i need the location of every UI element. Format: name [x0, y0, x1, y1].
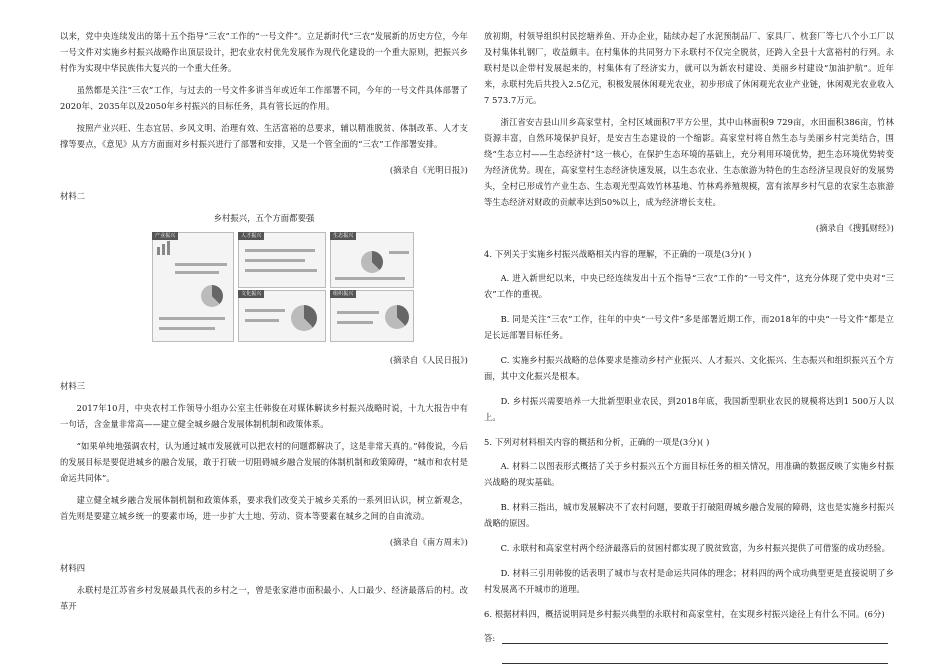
material-heading: 材料四: [60, 563, 86, 573]
paragraph: 2017年10月，中央农村工作领导小组办公室主任韩俊在对媒体解读乡村振兴战略时说，十九大报告中有一句话，含金量非常高——建立健全城乡融合发展体制机制和政策体系。: [60, 403, 468, 429]
panel-talent: [238, 232, 326, 288]
panel-tag: 产业振兴: [152, 232, 178, 240]
source-citation: (摘录自《搜狐财经》): [815, 223, 894, 233]
paragraph: 放初期，村领导组织村民挖塘养鱼、开办企业，陆续办起了水泥预制品厂、家具厂、枕套厂等七八个小工厂以及村集体轧钢厂，收益颇丰。在村集体的共同努力下永联村不仅完全脱贫，还跨入全县十大富裕村的行列。永联村是以企带村发展起来的，村集体有了经济实力，就可以为新农村建设、美丽乡村建设“加油护航”。近年来，永联村先后共投入2.5亿元，积极发展休闲观光农业，初步形成了休闲观光农业产业链，休闲观光农业收入7 573.7万元。: [484, 31, 894, 105]
question-4: 4. 下列关于实施乡村振兴战略相关内容的理解，不正确的一项是(3分)( ): [484, 249, 752, 259]
panel-tag: 组织振兴: [330, 290, 356, 298]
text-line: [389, 251, 409, 254]
material-heading: 材料三: [60, 381, 86, 391]
bar-icon: [167, 241, 170, 255]
paragraph: 建立健全城乡融合发展体制机制和政策体系，要求我们改变关于城乡关系的一系列旧认识，树立新观念，首先则是要建立城乡统一的要素市场，进一步扩大土地、劳动、资本等要素在城乡之间的自由流动。: [60, 495, 468, 521]
option-5d: D. 材料三引用韩俊的话表明了城市与农村是命运共同体的理念；材料四的两个成功典型更是直接说明了乡村发展离不开城市的道理。: [484, 568, 894, 594]
right-column: [484, 28, 894, 666]
text-line: [159, 317, 225, 320]
paragraph: “如果单纯地强调农村，认为通过城市发展就可以把农村的问题都解决了，这是非常天真的。”韩俊说，今后的发展目标是要促进城乡的融合发展，敢于打破一切阻碍城乡融合发展的体制机制和政策障碍，“城市和农村是命运共同体”。: [60, 441, 468, 483]
bar-icon: [162, 244, 165, 255]
text-line: [175, 263, 227, 266]
text-line: [245, 319, 279, 322]
pie-icon: [201, 285, 223, 307]
panel-organization: [330, 290, 414, 342]
answer-area[interactable]: [484, 650, 894, 666]
panel-tag: 生态振兴: [330, 232, 356, 240]
option-4c: C. 实施乡村振兴战略的总体要求是推动乡村产业振兴、人才振兴、文化振兴、生态振兴和组织振兴五个方面，其中文化振兴是根本。: [484, 355, 894, 381]
panel-tag: 人才振兴: [238, 232, 264, 240]
pie-icon: [361, 251, 383, 273]
text-line: [159, 327, 215, 330]
text-line: [335, 277, 405, 280]
material-heading: 材料二: [60, 191, 86, 201]
option-4a: A. 进入新世纪以来，中央已经连续发出十五个指导“三农”工作的“一号文件”，这充分体现了党中央对“三农”工作的重视。: [484, 273, 894, 299]
option-5a: A. 材料二以图表形式概括了关于乡村振兴五个方面目标任务的相关情况，用准确的数据反映了实施乡村振兴战略的现实基础。: [484, 461, 894, 487]
panel-tag: 文化振兴: [238, 290, 264, 298]
text-line: [245, 269, 317, 272]
bar-icon: [157, 247, 160, 255]
option-5b: B. 材料三指出，城市发展解决不了农村问题，要敢于打破阻碍城乡融合发展的障碍，这也是实施乡村振兴战略的原因。: [484, 502, 894, 528]
paragraph: 按照产业兴旺、生态宜居、乡风文明、治理有效、生活富裕的总要求，辅以精准脱贫、体制改革、人才支撑等要点，《意见》从方方面面对乡村振兴进行了部署和安排，又是一个管全面的“三农”工作部署安排。: [60, 123, 468, 149]
panel-ecology: [330, 232, 414, 288]
text-line: [337, 311, 379, 314]
text-line: [337, 321, 373, 324]
option-4b: B. 同是关注“三农”工作，往年的中央“一号文件”多是部署近期工作，而2018年的中央“一号文件”都是立足长远部署目标任务。: [484, 314, 894, 340]
panel-culture: [238, 290, 326, 342]
answer-line[interactable]: [502, 663, 888, 664]
text-line: [245, 249, 315, 252]
source-citation: (摘录自《人民日报》): [389, 355, 468, 365]
paragraph: 以来，党中央连续发出的第十五个指导“三农”工作的“一号文件”。立足新时代“三农”发展新的历史方位，今年一号文件对实施乡村振兴战略作出顶层设计，把农业农村优先发展作为现代化建设的一个重大原则，把振兴乡村作为实现中华民族伟大复兴的一个重大任务。: [60, 31, 468, 73]
option-4d: D. 乡村振兴需要培养一大批新型职业农民，到2018年底，我国新型职业农民的规模将达到1 500万人以上。: [484, 396, 894, 422]
pie-icon: [291, 305, 317, 331]
question-6: 6. 根据材料四，概括说明同是乡村振兴典型的永联村和高家堂村，在实现乡村振兴途径上有什么不同。(6分): [484, 609, 885, 619]
paragraph: 浙江省安吉县山川乡高家堂村，全村区域面积7平方公里，其中山林面积9 729亩，水田面积386亩，竹林资源丰富，自然环境保护良好，是安吉生态建设的一个缩影。高家堂村将自然生态与美丽乡村完美结合，围绕“生态立村——生态经济村”这一核心，在保护生态环境的基础上，充分利用环境优势，把生态环境优势转变为经济优势。现在，高家堂村生态经济快速发展，以生态农业、生态旅游为特色的生态经济呈现良好的发展势头，全村已形成竹产业生态、生态观光型高效竹林基地、竹林鸡养殖规模，富有浓厚乡村气息的农家生态旅游等生态经济对财政的贡献率达到50%以上，成为经济增长支柱。: [484, 117, 894, 207]
infographic: [152, 232, 412, 342]
answer-area[interactable]: [484, 630, 894, 646]
paragraph: 永联村是江苏省乡村发展最具代表的乡村之一，曾是张家港市面积最小、人口最少、经济最落后的村。改革开: [60, 585, 468, 611]
text-line: [175, 271, 219, 274]
panel-industry: [152, 232, 234, 342]
text-line: [245, 309, 285, 312]
pie-icon: [385, 305, 409, 329]
figure-title: 乡村振兴，五个方面都要强: [213, 213, 315, 223]
paragraph: 虽然都是关注“三农”工作，与过去的一号文件多讲当年或近年工作部署不同，今年的一号文件具体部署了2020年、2035年以及2050年乡村振兴的目标任务，具有管长远的作用。: [60, 85, 468, 111]
question-5: 5. 下列对材料相关内容的概括和分析，正确的一项是(3分)( ): [484, 437, 710, 447]
answer-label: 答:: [484, 633, 496, 643]
option-5c: C. 永联村和高家堂村两个经济最落后的贫困村都实现了脱贫致富，为乡村振兴提供了可借鉴的成功经验。: [500, 543, 891, 553]
source-citation: (摘录自《南方周末》): [389, 537, 468, 547]
left-column: [60, 28, 468, 620]
text-line: [245, 259, 305, 262]
answer-line[interactable]: [502, 643, 888, 644]
source-citation: (摘录自《光明日报》): [389, 165, 468, 175]
